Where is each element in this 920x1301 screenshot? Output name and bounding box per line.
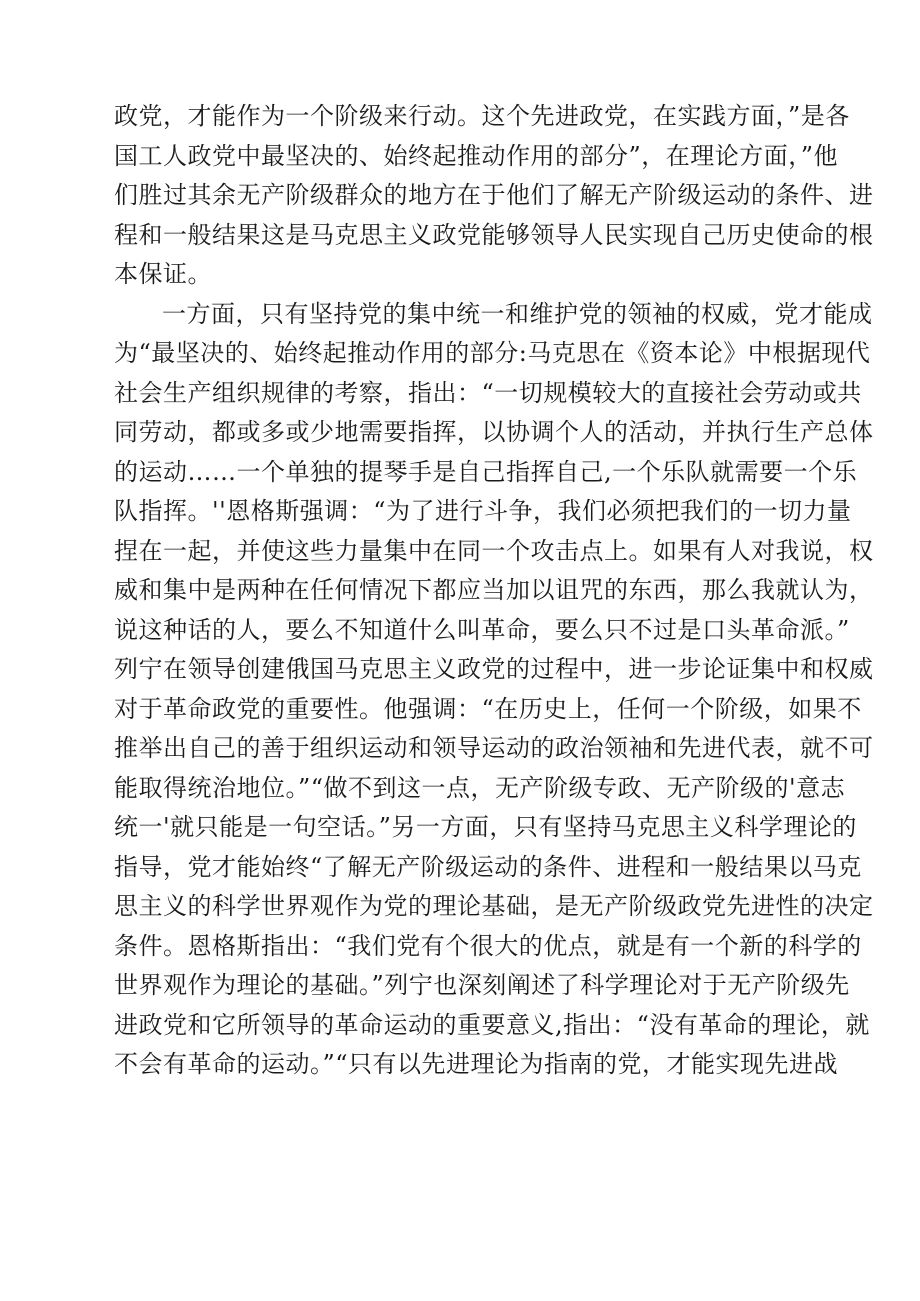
text-line: 思主义的科学世界观作为党的理论基础，是无产阶级政党先进性的决定 — [114, 892, 874, 920]
text-line: 条件。恩格斯指出：“我们党有个很大的优点，就是有一个新的科学的 — [114, 931, 862, 960]
text-line: 捏在一起，并使这些力量集中在同一个攻击点上。如果有人对我说，权 — [114, 536, 874, 565]
paragraph-1 — [114, 97, 874, 295]
body-text — [114, 97, 874, 1085]
text-line: 同劳动，都或多或少地需要指挥，以协调个人的活动，并执行生产总体 — [114, 418, 874, 446]
text-line: 威和集中是两种在任何情况下都应当加以诅咒的东西，那么我就认为， — [114, 576, 874, 604]
text-line: 为“最坚决的、始终起推动作用的部分:马克思在《资本论》中根据现代 — [114, 339, 871, 367]
text-line: 能取得统治地位。”“做不到这一点，无产阶级专政、无产阶级的'意志 — [114, 773, 846, 802]
text-line: 列宁在领导创建俄国马克思主义政党的过程中，进一步论证集中和权威 — [114, 655, 874, 683]
text-line: 政党，才能作为一个阶级来行动。这个先进政党，在实践方面，”是各 — [114, 102, 850, 130]
text-line: 世界观作为理论的基础。”列宁也深刻阐述了科学理论对于无产阶级先 — [114, 971, 850, 999]
text-line: 不会有革命的运动。”“只有以先进理论为指南的党，才能实现先进战 — [114, 1050, 839, 1078]
text-line: 国工人政党中最坚决的、始终起推动作用的部分”，在理论方面，”他 — [114, 141, 839, 170]
text-line: 推举出自己的善于组织运动和领导运动的政治领袖和先进代表，就不可 — [114, 734, 874, 762]
text-line: 统一'就只能是一句空话。”另一方面，只有坚持马克思主义科学理论的 — [114, 813, 857, 841]
text-line: 的运动……一个单独的提琴手是自己指挥自己,一个乐队就需要一个乐 — [114, 457, 858, 486]
text-line: 对于革命政党的重要性。他强调：“在历史上，任何一个阶级，如果不 — [114, 694, 862, 723]
text-line: 们胜过其余无产阶级群众的地方在于他们了解无产阶级运动的条件、进 — [114, 181, 874, 209]
paragraph-2 — [114, 295, 874, 1085]
text-line: 队指挥。''恩格斯强调：“为了进行斗争，我们必须把我们的一切力量 — [114, 497, 852, 525]
text-line: 一方面，只有坚持党的集中统一和维护党的领袖的权威，党才能成 — [162, 299, 873, 328]
text-line: 指导，党才能始终“了解无产阶级运动的条件、进程和一般结果以马克 — [114, 852, 862, 881]
text-line: 程和一般结果这是马克思主义政党能够领导人民实现自己历史使命的根 — [114, 220, 874, 249]
text-line: 本保证。 — [114, 260, 212, 288]
text-line: 说这种话的人，要么不知道什么叫革命，要么只不过是口头革命派。” — [114, 615, 850, 644]
text-line: 进政党和它所领导的革命运动的重要意义,指出：“没有革命的理论，就 — [114, 1010, 870, 1039]
text-line: 社会生产组织规律的考察，指出：“一切规模较大的直接社会劳动或共 — [114, 378, 862, 407]
